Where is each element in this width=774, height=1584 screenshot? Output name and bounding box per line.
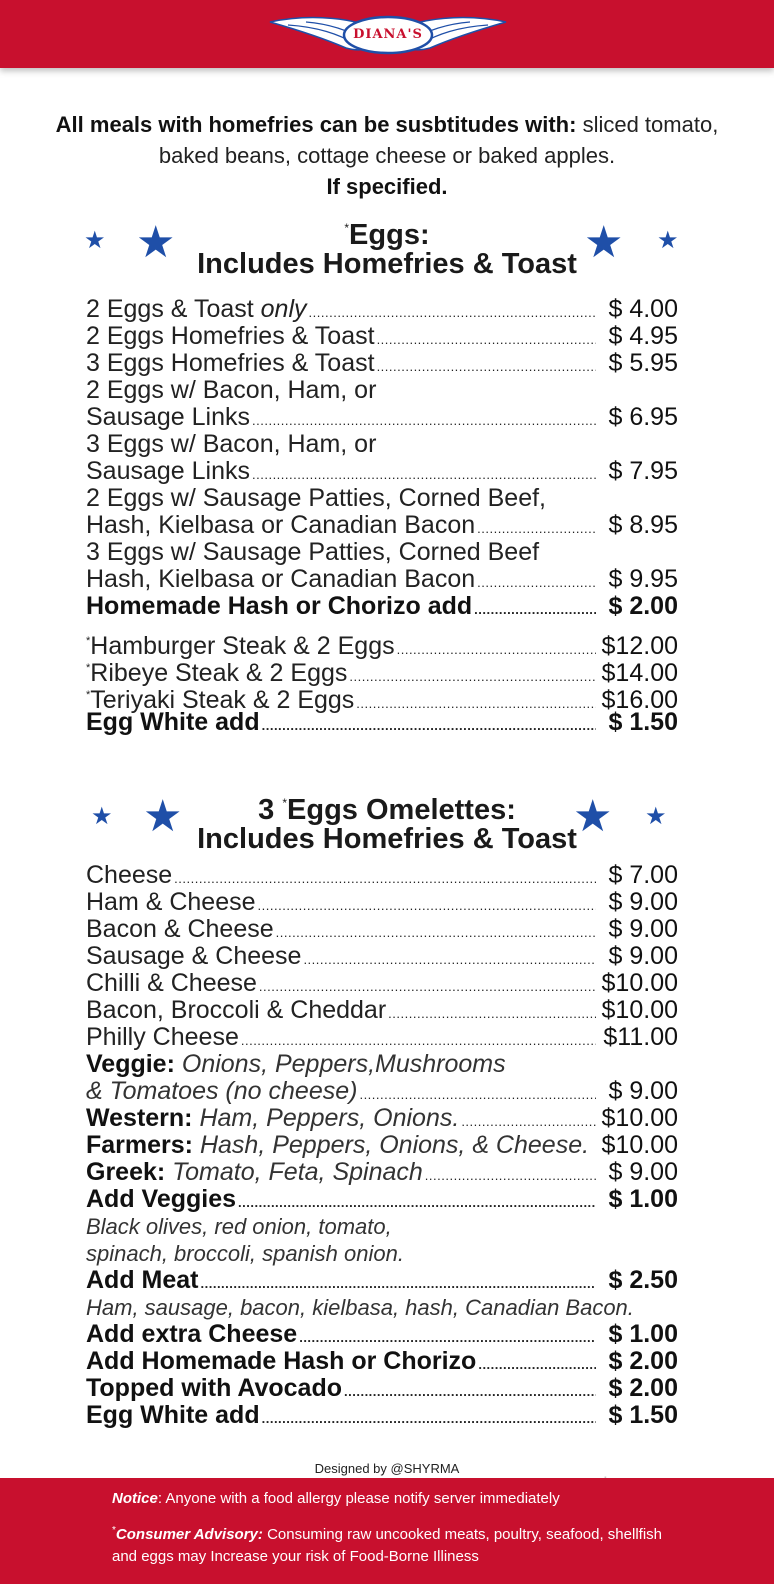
menu-item: Add Veggies ..... $ 1.00 xyxy=(86,1186,678,1213)
menu-item: *Teriyaki Steak & 2 Eggs ..... $16.00 xyxy=(86,682,678,709)
intro-tail: If specified. xyxy=(326,174,448,199)
footer-bar xyxy=(0,1478,774,1584)
menu-item: *Hamburger Steak & 2 Eggs ..... $12.00 xyxy=(86,628,678,655)
consumer-advisory: *Consumer Advisory: Consuming raw uncooked meats, poultry, seafood, shellfish and eggs may Increase your risk of Food-Borne Illiness xyxy=(112,1525,662,1565)
menu-item: Add extra Cheese ..... $ 1.00 xyxy=(86,1321,678,1348)
menu-item-line: Veggie: Onions, Peppers,Mushrooms xyxy=(86,1050,506,1078)
menu-item: Greek: Tomato, Feta, Spinach ..... $ 9.00 xyxy=(86,1159,678,1186)
brand-name: DIANA'S xyxy=(353,27,423,42)
menu-item: Add Meat ..... $ 2.50 xyxy=(86,1267,678,1294)
menu-item-line: 3 Eggs w/ Bacon, Ham, or xyxy=(86,430,377,458)
menu-note: spinach, broccoli, spanish onion. xyxy=(86,1241,404,1266)
menu-item: Farmers: Hash, Peppers, Onions, & Cheese. $10.00 xyxy=(86,1131,678,1159)
substitution-note xyxy=(40,109,734,202)
eggs-section-subtitle: Includes Homefries & Toast xyxy=(197,248,577,280)
menu-item: Sausage & Cheese ..... $ 9.00 xyxy=(86,943,678,970)
menu-note: Ham, sausage, bacon, kielbasa, hash, Canadian Bacon. xyxy=(86,1295,634,1320)
omelettes-section-title: 3 *Eggs Omelettes: xyxy=(258,794,516,826)
header-bar xyxy=(0,0,774,68)
star-icon: ★ xyxy=(645,803,667,830)
menu-item: & Tomatoes (no cheese) ..... $ 9.00 xyxy=(86,1078,678,1105)
dianas-logo xyxy=(268,8,508,62)
star-icon: ★ xyxy=(573,792,613,841)
menu-item: Sausage Links ..... $ 7.95 xyxy=(86,458,678,485)
menu-item: Chilli & Cheese ..... $10.00 xyxy=(86,970,678,997)
menu-item: Hash, Kielbasa or Canadian Bacon ..... $ 9.95 xyxy=(86,566,678,593)
intro-options: sliced tomato, baked beans, cottage cheese or baked apples. xyxy=(158,112,719,168)
intro-lead: All meals with homefries can be susbtitudes with: xyxy=(55,112,577,137)
star-icon: ★ xyxy=(136,218,176,267)
star-icon: ★ xyxy=(584,218,624,267)
star-icon: ★ xyxy=(91,803,113,830)
menu-item: Bacon & Cheese ..... $ 9.00 xyxy=(86,916,678,943)
menu-item: Western: Ham, Peppers, Onions. ..... $10.00 xyxy=(86,1105,678,1132)
omelettes-menu xyxy=(86,862,678,1429)
eggs-menu xyxy=(86,296,678,736)
menu-item: 2 Eggs & Toast only ..... $ 4.00 xyxy=(86,296,678,323)
menu-item: Egg White add ..... $ 1.50 xyxy=(86,1402,678,1429)
menu-item: Topped with Avocado ..... $ 2.00 xyxy=(86,1375,678,1402)
menu-item: Egg White add ..... $ 1.50 xyxy=(86,709,678,736)
eggs-section-title: *Eggs: xyxy=(344,219,430,251)
menu-item: Bacon, Broccoli & Cheddar ..... $10.00 xyxy=(86,997,678,1024)
menu-item: Cheese ..... $ 7.00 xyxy=(86,862,678,889)
menu-item: Sausage Links ..... $ 6.95 xyxy=(86,404,678,431)
menu-item: Add Homemade Hash or Chorizo ..... $ 2.00 xyxy=(86,1348,678,1375)
menu-item: *Ribeye Steak & 2 Eggs ..... $14.00 xyxy=(86,655,678,682)
menu-item: Homemade Hash or Chorizo add ..... $ 2.00 xyxy=(86,593,678,620)
menu-item-line: 2 Eggs w/ Sausage Patties, Corned Beef, xyxy=(86,484,546,512)
omelettes-section-subtitle: Includes Homefries & Toast xyxy=(197,823,577,855)
menu-item: 3 Eggs Homefries & Toast ..... $ 5.95 xyxy=(86,350,678,377)
menu-item-line: 3 Eggs w/ Sausage Patties, Corned Beef xyxy=(86,538,540,566)
designer-credit: Designed by @SHYRMA xyxy=(314,1461,460,1476)
menu-item: 2 Eggs Homefries & Toast ..... $ 4.95 xyxy=(86,323,678,350)
menu-note: Black olives, red onion, tomato, xyxy=(86,1214,392,1239)
menu-item: Philly Cheese ..... $11.00 xyxy=(86,1024,678,1051)
star-icon: ★ xyxy=(143,792,183,841)
menu-item: Ham & Cheese ..... $ 9.00 xyxy=(86,889,678,916)
allergy-notice: Notice: Anyone with a food allergy please notify server immediately xyxy=(112,1490,560,1507)
star-icon: ★ xyxy=(657,227,679,254)
star-icon: ★ xyxy=(84,227,106,254)
menu-item-line: 2 Eggs w/ Bacon, Ham, or xyxy=(86,376,377,404)
menu-item: Hash, Kielbasa or Canadian Bacon ..... $ 8.95 xyxy=(86,512,678,539)
